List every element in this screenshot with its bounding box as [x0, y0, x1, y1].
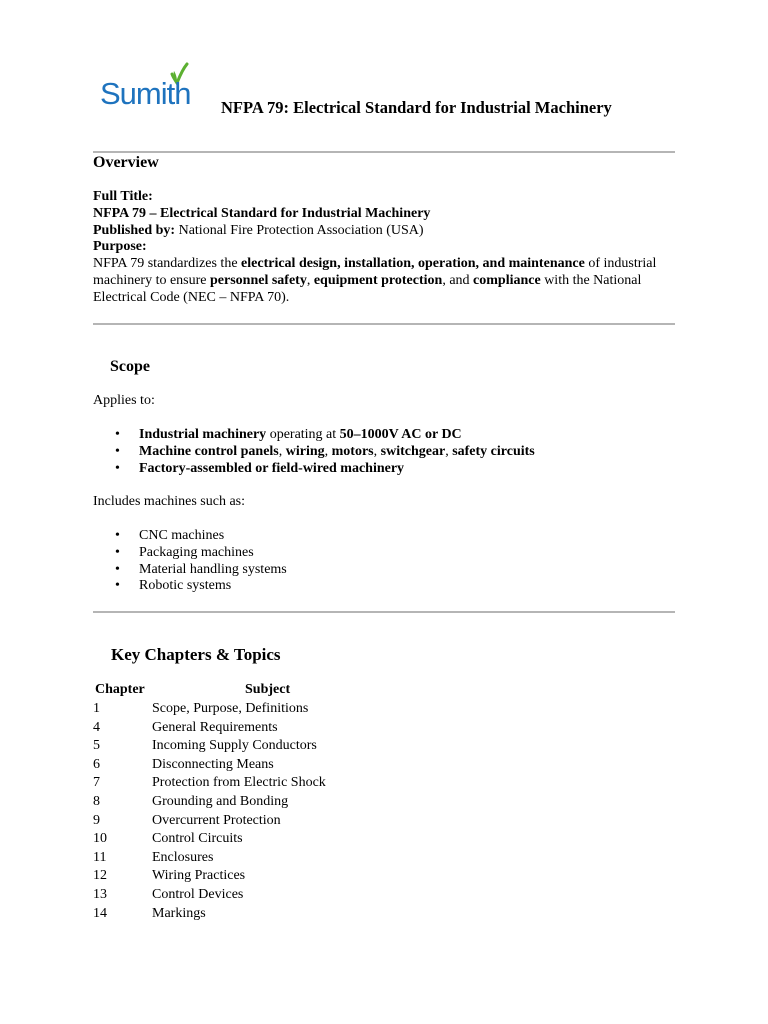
list-item: • CNC machines — [93, 528, 287, 545]
chapter-subject: Enclosures — [152, 849, 214, 865]
logo-wordmark: Sumith — [100, 76, 191, 111]
document-title: NFPA 79: Electrical Standard for Industrial Machinery — [221, 98, 612, 117]
text-segment: , — [445, 443, 453, 459]
chapters-heading: Key Chapters & Topics — [111, 645, 281, 664]
text-segment: switchgear — [380, 443, 446, 459]
chapter-number: 13 — [93, 886, 107, 902]
chapter-number: 5 — [93, 738, 100, 754]
chapter-subject: Protection from Electric Shock — [152, 775, 326, 791]
chapter-subject: Grounding and Bonding — [152, 793, 289, 809]
chapter-number: 6 — [93, 756, 100, 772]
chapter-subject: General Requirements — [152, 719, 278, 735]
text-segment: NFPA 79 standardizes the — [93, 256, 242, 272]
machines-list — [93, 528, 287, 595]
chapter-number: 7 — [93, 775, 100, 791]
text-segment: compliance — [473, 272, 541, 288]
text-segment: equipment protection — [313, 272, 443, 288]
text-segment: , — [324, 443, 332, 459]
list-item — [93, 444, 535, 461]
chapter-number: 12 — [93, 868, 107, 884]
text-segment: Factory-assembled or field-wired machinery — [139, 460, 405, 476]
chapter-number: 11 — [93, 849, 107, 865]
includes-label: Includes machines such as: — [93, 494, 246, 509]
text-segment: personnel safety — [210, 272, 307, 288]
list-item — [93, 427, 535, 444]
chapter-number: 9 — [93, 812, 100, 828]
chapter-subject: Scope, Purpose, Definitions — [152, 701, 309, 716]
text-segment: with the National Electrical Code (NEC – NFPA 70). — [93, 272, 642, 305]
scope-heading: Scope — [110, 358, 150, 375]
text-segment: , — [278, 443, 286, 459]
chapter-subject: Control Circuits — [152, 831, 243, 847]
text-segment: operating at — [266, 427, 340, 442]
chapter-number: 14 — [93, 905, 107, 921]
text-segment: 50–1000V AC or DC — [339, 427, 462, 442]
list-item — [93, 461, 535, 478]
text-segment: wiring — [285, 443, 325, 459]
text-segment: electrical design, installation, operation, and maintenance — [241, 256, 585, 272]
published-by-label: Published by: — [93, 222, 176, 238]
applies-to-list — [93, 427, 535, 477]
chapter-number: 4 — [93, 719, 100, 735]
chapter-subject: Control Devices — [152, 886, 244, 902]
column-header-chapter: Chapter — [95, 682, 145, 697]
published-by-value: National Fire Protection Association (USA) — [175, 222, 424, 238]
overview-body — [93, 189, 675, 307]
text-segment: safety circuits — [452, 443, 535, 459]
text-segment: Machine control panels — [139, 443, 279, 459]
purpose-paragraph — [93, 256, 675, 306]
list-item: • Material handling systems — [93, 562, 287, 579]
chapter-number: 8 — [93, 793, 100, 809]
section-divider — [93, 151, 675, 153]
text-segment: , — [373, 443, 381, 459]
chapter-subject: Wiring Practices — [152, 868, 246, 884]
full-title-label: Full Title: — [93, 189, 153, 204]
sumith-logo — [100, 62, 218, 114]
list-item: • Packaging machines — [93, 545, 287, 562]
chapter-subject: Overcurrent Protection — [152, 812, 281, 828]
text-segment: of industrial machinery to ensure — [93, 256, 657, 288]
applies-to-label: Applies to: — [93, 393, 155, 408]
overview-heading: Overview — [93, 154, 159, 171]
text-segment: Industrial machinery — [139, 427, 267, 442]
text-segment: motors — [331, 443, 374, 459]
chapter-subject: Incoming Supply Conductors — [152, 738, 317, 754]
full-title-value: NFPA 79 – Electrical Standard for Industrial Machinery — [93, 205, 431, 221]
column-header-subject: Subject — [245, 682, 291, 697]
document-header — [100, 62, 700, 122]
text-segment: , and — [442, 272, 474, 288]
section-divider — [93, 611, 675, 613]
purpose-label: Purpose: — [93, 239, 147, 255]
section-divider — [93, 323, 675, 325]
chapter-subject: Markings — [152, 905, 206, 921]
chapter-subject: Disconnecting Means — [152, 756, 274, 772]
chapter-number: 1 — [93, 701, 100, 716]
list-item: • Robotic systems — [93, 578, 287, 595]
text-segment: , — [306, 272, 314, 288]
chapter-number: 10 — [93, 831, 107, 847]
